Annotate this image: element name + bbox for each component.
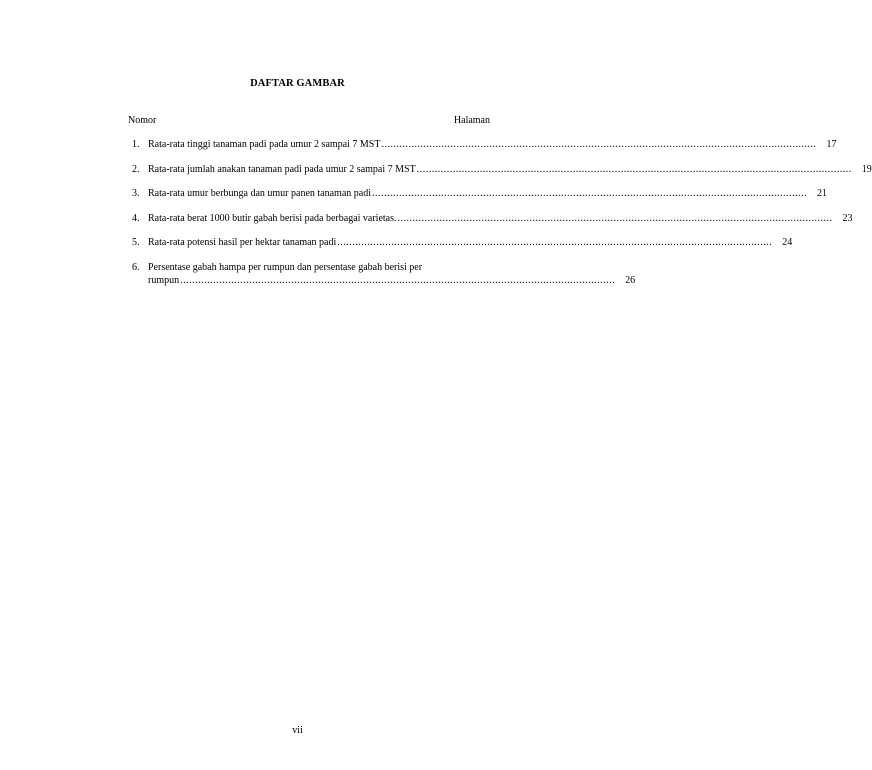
figure-entry-2 bbox=[128, 163, 872, 176]
entry-page-number: 26 bbox=[625, 274, 636, 286]
column-header-number: Nomor bbox=[128, 115, 157, 126]
entry-title: Rata-rata berat 1000 butir gabah berisi pada berbagai varietas. bbox=[148, 212, 397, 224]
figure-entry-4 bbox=[128, 212, 853, 225]
entry-title: Rata-rata umur berbunga dan umur panen tanaman padi bbox=[148, 188, 371, 199]
figure-list bbox=[128, 138, 872, 298]
column-header-page: Halaman bbox=[453, 115, 490, 126]
entry-number: 6. bbox=[132, 261, 140, 273]
entry-number: 3. bbox=[132, 188, 140, 199]
dot-leader: ................................................................................................................................................. bbox=[381, 139, 817, 150]
dot-leader: ................................................................................................................................................. bbox=[416, 163, 852, 175]
dot-leader: ................................................................................................................................................. bbox=[371, 188, 807, 199]
entry-number: 2. bbox=[132, 163, 140, 175]
entry-page-number: 17 bbox=[826, 139, 837, 150]
figure-entry-3 bbox=[128, 187, 827, 200]
figure-entry-1 bbox=[128, 138, 837, 151]
entry-page-number: 24 bbox=[782, 237, 793, 248]
entry-page-number: 19 bbox=[861, 163, 872, 175]
entry-title: Rata-rata potensi hasil per hektar tanaman padi bbox=[148, 237, 337, 248]
page-title: DAFTAR GAMBAR bbox=[250, 78, 345, 89]
entry-page-number: 23 bbox=[842, 212, 853, 224]
entry-title: Rata-rata tinggi tanaman padi pada umur 2 sampai 7 MST bbox=[148, 139, 381, 150]
entry-number: 5. bbox=[132, 237, 140, 248]
entry-number: 4. bbox=[132, 212, 140, 224]
page-number: vii bbox=[292, 725, 303, 736]
entry-title-line-1: Persentase gabah hampa per rumpun dan persentase gabah berisi per bbox=[148, 261, 423, 273]
entry-title: Rata-rata jumlah anakan tanaman padi pada umur 2 sampai 7 MST bbox=[148, 163, 416, 175]
entry-page-number: 21 bbox=[816, 188, 827, 199]
figure-entry-5 bbox=[128, 236, 793, 249]
entry-title-line-2: rumpun bbox=[148, 274, 180, 286]
entry-number: 1. bbox=[132, 139, 140, 150]
dot-leader: ................................................................................................................................................. bbox=[397, 212, 833, 224]
column-headers bbox=[128, 115, 490, 126]
figure-entry-6 bbox=[128, 261, 636, 287]
dot-leader: ................................................................................................................................................. bbox=[180, 274, 616, 286]
dot-leader: ................................................................................................................................................. bbox=[337, 237, 773, 248]
